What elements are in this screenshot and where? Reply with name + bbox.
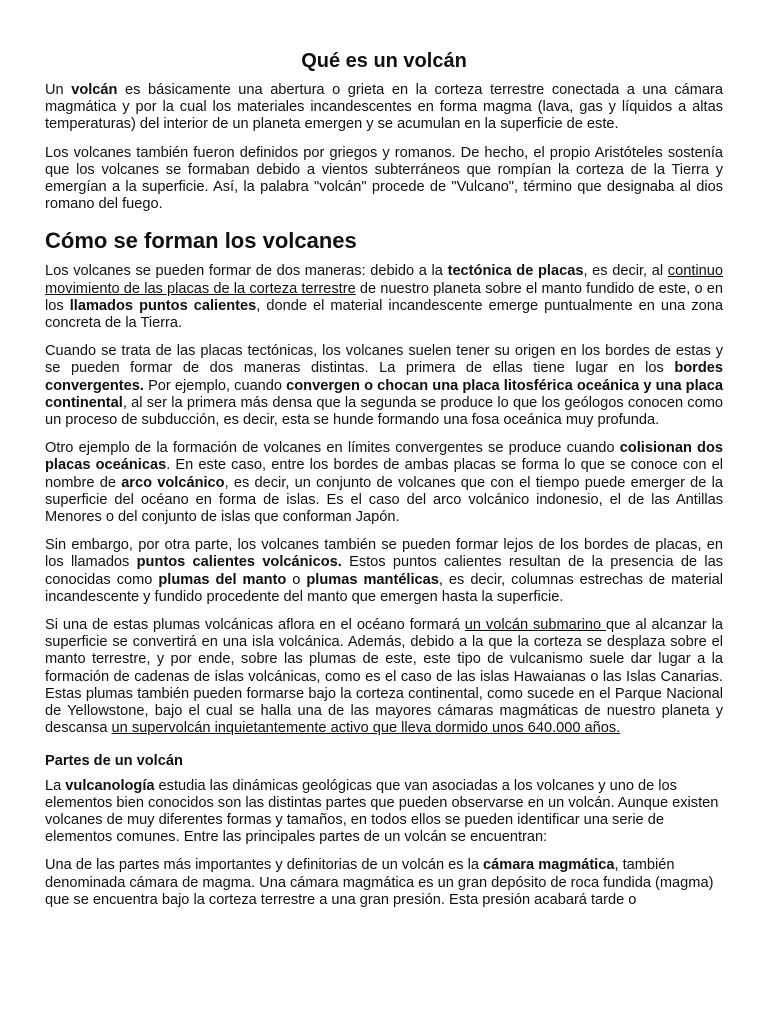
formation-paragraph-4: Sin embargo, por otra parte, los volcanes también se pueden formar lejos de los bordes de placas, en los llamados puntos calientes volcánicos. Estos puntos calientes resultan de la presencia de las conocidas como plumas del manto o plumas mantélicas, es decir, columnas estrechas de material incandescente y fundido procedente del manto que emergen hasta la superficie.	[45, 537, 723, 605]
bold-term: bordes convergentes.	[45, 360, 723, 394]
formation-paragraph-5: Si una de estas plumas volcánicas aflora en el océano formará un volcán submarino que al alcanzar la superficie se convertirá en una isla volcánica. Además, debido a la que la corteza se desplaza sobre el manto terrestre, y por ende, sobre las plumas de este, este tipo de vulcanismo suele dar lugar a la formación de cadenas de islas volcánicas, como es el caso de las islas Hawaianas o las Islas Canarias. Estas plumas también pueden formarse bajo la corteza continental, como sucede en el Parque Nacional de Yellowstone, bajo el cual se halla una de las mayores cámaras magmáticas de nuestro planeta y descansa un supervolcán inquietantemente activo que lleva dormido unos 640.000 años.	[45, 617, 723, 737]
page-title: Qué es un volcán	[301, 50, 467, 72]
bold-term: puntos calientes volcánicos.	[136, 554, 342, 571]
bold-term: arco volcánico	[121, 474, 225, 491]
link-supervolcano[interactable]: un supervolcán inquietantemente activo que lleva dormido unos 640.000 años.	[111, 720, 621, 737]
parts-paragraph-2: Una de las partes más importantes y definitorias de un volcán es la cámara magmática, también denominada cámara de magma. Una cámara magmática es un gran depósito de roca fundida (magma) que se encuentra bajo la corteza terrestre a una gran presión. Esta presión acabará tarde o	[45, 857, 714, 908]
parts-paragraph-1: La vulcanología estudia las dinámicas geológicas que van asociadas a los volcanes y uno de los elementos bien conocidos son las distintas partes que pueden observarse en un volcán. Aunque existen volcanes de muy diferentes formas y tamaños, en todos ellos se pueden identificar una serie de elementos comunes. Entre las principales partes de un volcán se encuentran:	[45, 777, 719, 846]
bold-term: plumas del manto	[158, 571, 287, 588]
formation-paragraph-3: Otro ejemplo de la formación de volcanes en límites convergentes se produce cuando colisionan dos placas oceánicas. En este caso, entre los bordes de ambas placas se forma lo que se conoce con el nombre de arco volcánico, es decir, un conjunto de volcanes que con el tiempo puede emerger de la superficie del océano en forma de islas. Es el caso del arco volcánico indonesio, el de las Antillas Menores o del conjunto de islas que conforman Japón.	[45, 440, 724, 526]
formation-paragraph-1: Los volcanes se pueden formar de dos maneras: debido a la tectónica de placas, es decir, al continuo movimiento de las placas de la corteza terrestre de nuestro planeta sobre el manto fundido de este, o en los llamados puntos calientes, donde el material incandescente emerge puntualmente en una zona concreta de la Tierra.	[45, 263, 723, 332]
intro-paragraph-2: Los volcanes también fueron definidos por griegos y romanos. De hecho, el propio Aristóteles sostenía que los volcanes se formaban debido a vientos subterráneos que rompían la corteza de la Tierra y emergían a la superficie. Así, la palabra "volcán" procede de "Vulcano", término que designaba al dios romano del fuego.	[45, 144, 723, 213]
link-submarine-volcano[interactable]: un volcán submarino	[464, 617, 607, 634]
bold-term: vulcanología	[65, 777, 155, 794]
bold-term: tectónica de placas	[447, 263, 584, 280]
bold-term: llamados puntos calientes	[69, 297, 257, 314]
section-heading-formation: Cómo se forman los volcanes	[45, 228, 357, 254]
bold-term: convergen o chocan una placa litosférica oceánica y una placa continental	[45, 377, 724, 411]
intro-paragraph-1: Un volcán es básicamente una abertura o grieta en la corteza terrestre conectada a una cámara magmática y por la cual los materiales incandescentes en forma magma (lava, gas y líquidos a altas temperaturas) del interior de un planeta emergen y se acumulan en la superficie de este.	[45, 82, 723, 133]
bold-term: volcán	[71, 82, 118, 98]
formation-paragraph-2: Cuando se trata de las placas tectónicas, los volcanes suelen tener su origen en los bordes de estas y se pueden formar de dos maneras distintas. La primera de ellas tiene lugar en los bordes convergentes. Por ejemplo, cuando convergen o chocan una placa litosférica oceánica y una placa continental, al ser la primera más densa que la segunda se produce lo que los geólogos conocen como un proceso de subducción, es decir, esta se hunde formando una fosa oceánica muy profunda.	[45, 343, 724, 429]
document-body	[45, 48, 723, 920]
link-plate-movement[interactable]: continuo movimiento de las placas de la corteza terrestre	[45, 263, 723, 297]
bold-term: cámara magmática	[483, 857, 615, 874]
section-heading-parts: Partes de un volcán	[45, 752, 183, 769]
bold-term: plumas mantélicas	[306, 571, 439, 588]
bold-term: colisionan dos placas oceánicas	[45, 440, 724, 474]
